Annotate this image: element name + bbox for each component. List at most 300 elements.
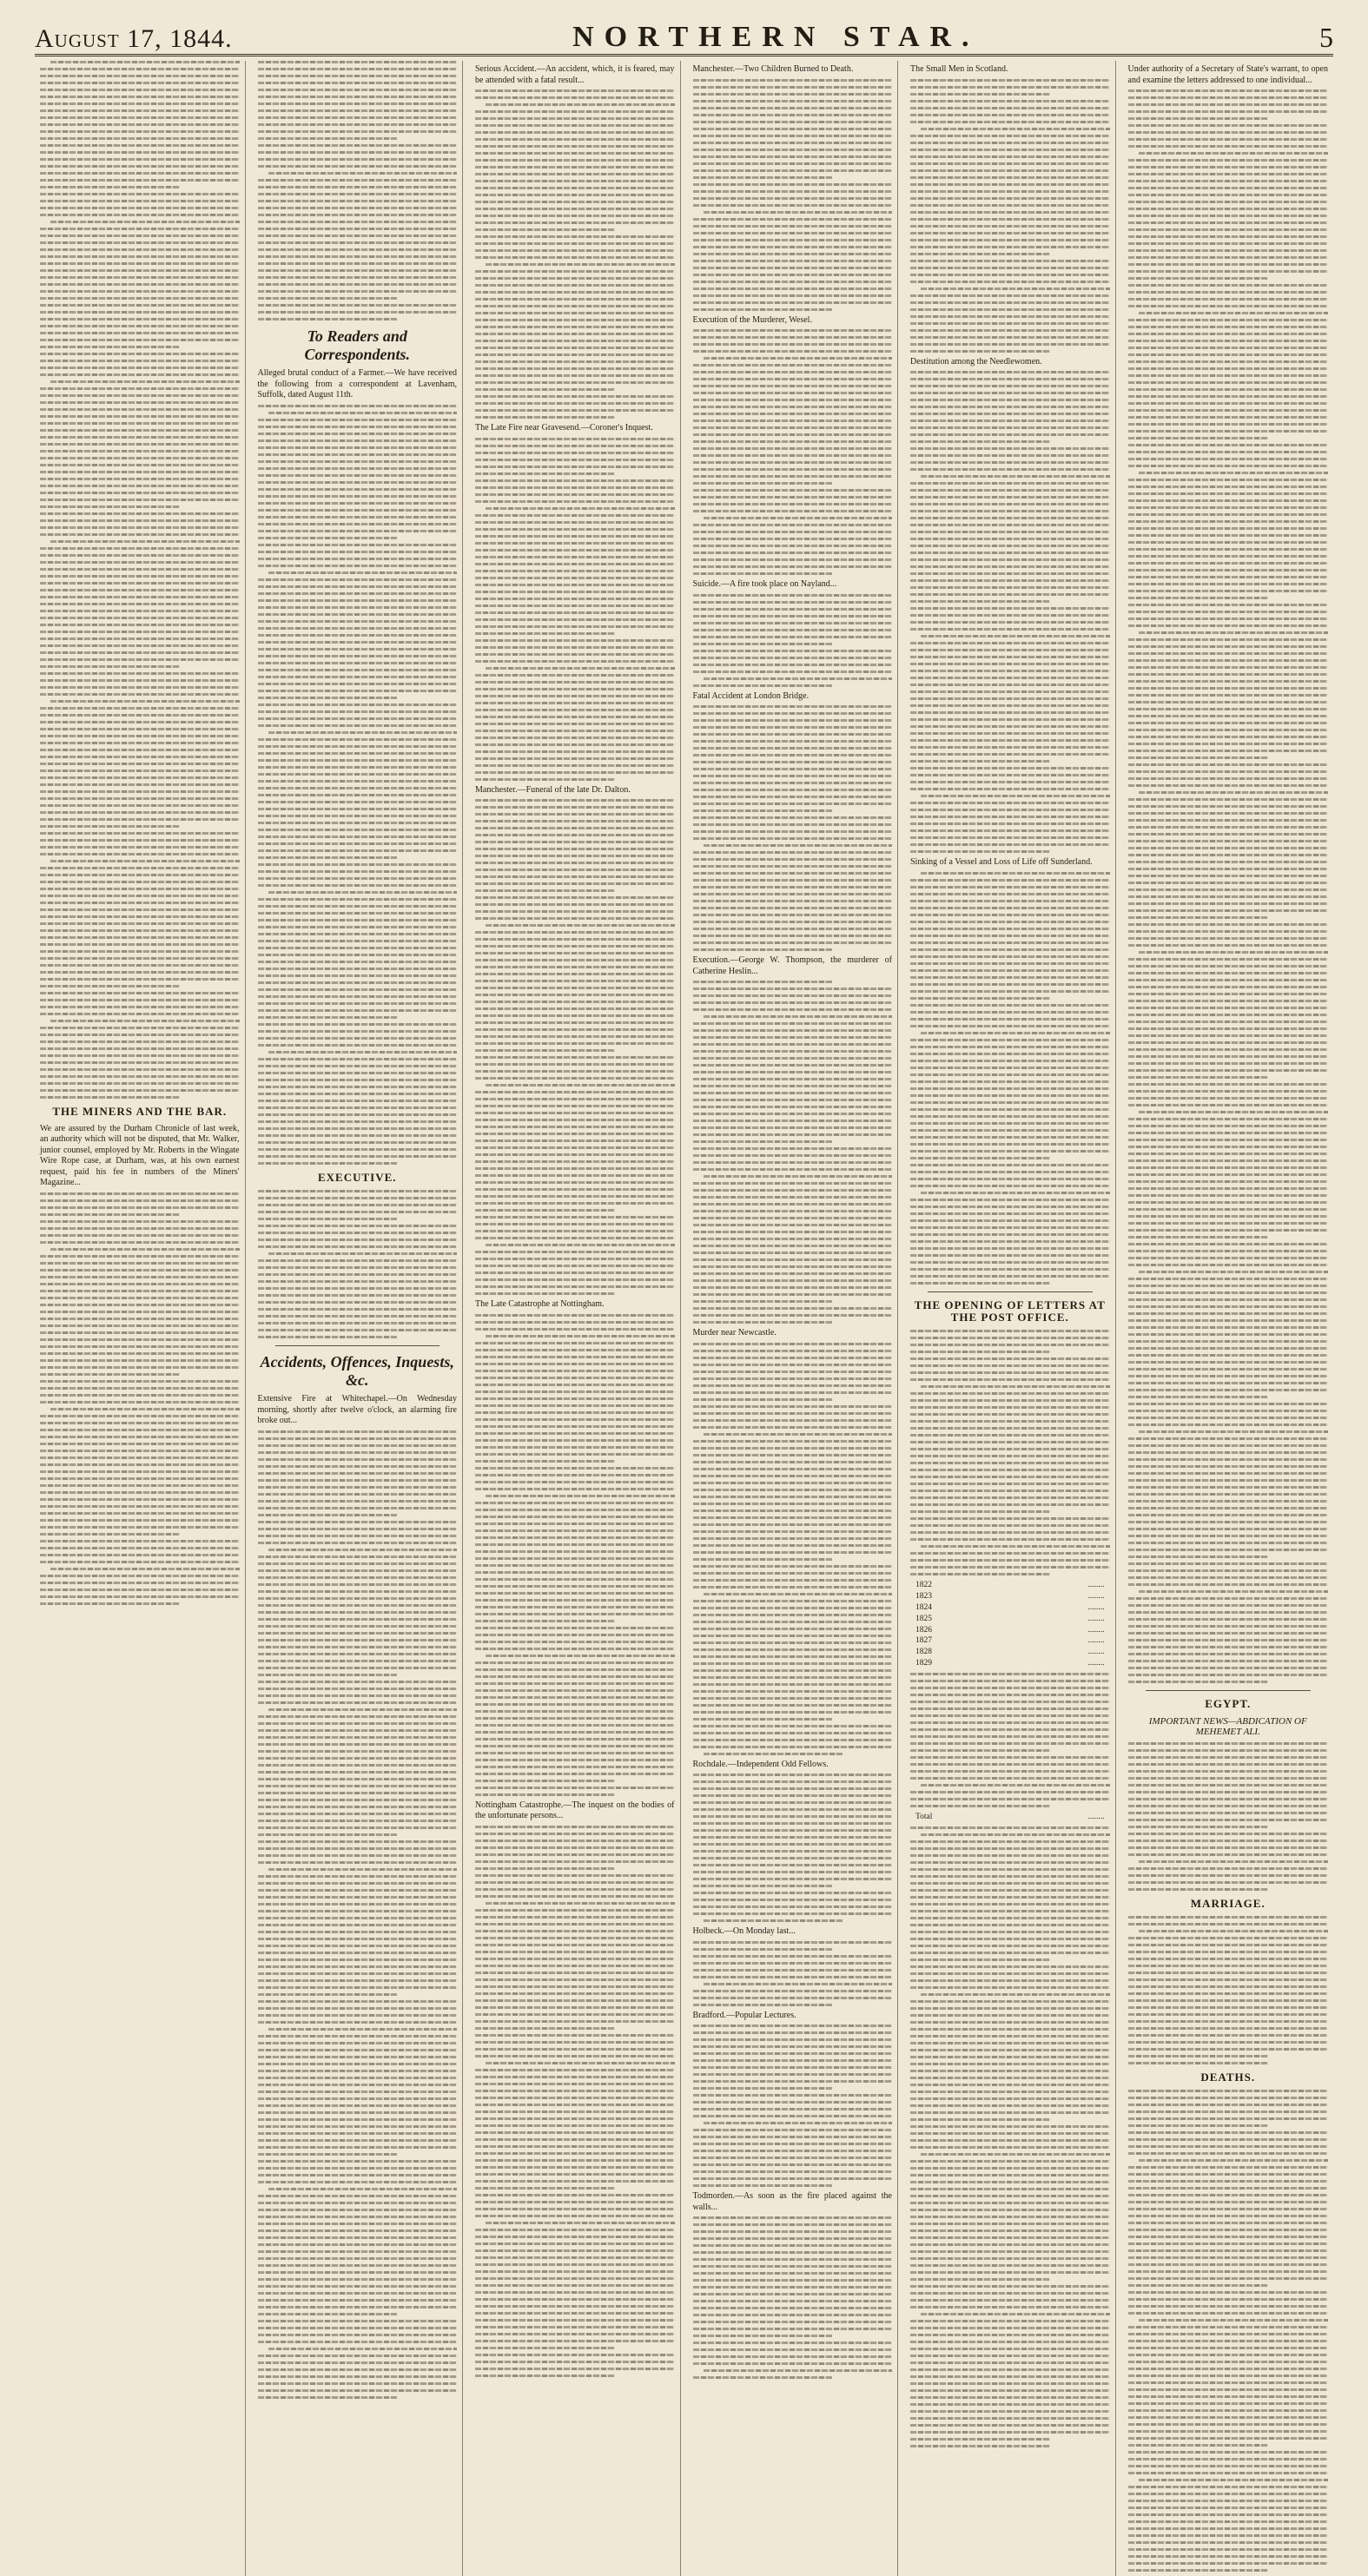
- text-line: [475, 702, 675, 704]
- text-line: [693, 879, 893, 882]
- text-line: [1128, 645, 1329, 648]
- text-line: [910, 1199, 1110, 1201]
- text-line: [40, 1477, 240, 1480]
- text-line: [40, 1089, 240, 1092]
- text-line: [910, 2160, 1110, 2163]
- text-line: [1128, 958, 1329, 961]
- text-line: [475, 1285, 675, 1288]
- text-line: [1128, 763, 1329, 766]
- text-line: [1128, 1472, 1329, 1475]
- text-line: [475, 1439, 675, 1442]
- text-line: [910, 2111, 1110, 2114]
- text-line: [258, 884, 458, 887]
- text-line: [40, 123, 240, 126]
- text-line: [1128, 1881, 1329, 1884]
- text-line: [1128, 2180, 1329, 2183]
- text-line: [1128, 2312, 1329, 2315]
- text-line: [910, 948, 1110, 951]
- text-line: [475, 2277, 675, 2280]
- text-line: [258, 1329, 458, 1331]
- text-line: [1128, 638, 1329, 641]
- text-line: [475, 869, 675, 871]
- text-line: [475, 1049, 615, 1052]
- text-line: [1128, 1020, 1329, 1023]
- text-line: [693, 475, 893, 478]
- text-line: [693, 782, 893, 784]
- text-line: [693, 2177, 893, 2180]
- text-line: [1128, 96, 1329, 99]
- text-line: [258, 1903, 458, 1906]
- text-line: [475, 256, 675, 259]
- text-line: [1128, 221, 1329, 224]
- text-line: [475, 1453, 675, 1456]
- text-line: [40, 443, 240, 446]
- text-line: [1128, 2173, 1329, 2176]
- text-line: [475, 910, 675, 913]
- text-line: [704, 1919, 843, 1922]
- text-line: [40, 1061, 240, 1064]
- text-line: [693, 1955, 893, 1958]
- text-line: [475, 1840, 675, 1842]
- text-line: [1128, 1153, 1329, 1155]
- text-line: [910, 454, 1110, 457]
- text-line: [693, 761, 893, 763]
- text-line: [258, 1009, 458, 1012]
- text-line: [40, 686, 240, 689]
- text-line: [475, 1585, 675, 1588]
- article-excerpt: Murder near Newcastle.: [692, 1328, 777, 1338]
- text-line: [693, 1092, 893, 1094]
- text-line: [1128, 465, 1329, 467]
- text-line: [921, 1545, 1110, 1548]
- text-line: [1128, 2375, 1329, 2377]
- text-line: [693, 1064, 893, 1067]
- text-line: [40, 1047, 240, 1050]
- text-line: [921, 475, 1110, 478]
- text-line: [1128, 875, 1329, 877]
- text-line: [1128, 103, 1329, 106]
- text-line: [475, 1133, 675, 1135]
- text-line: [1128, 534, 1329, 537]
- text-line: [475, 1007, 675, 1010]
- column-6: [1123, 61, 1334, 2576]
- text-line: [50, 61, 240, 63]
- text-line: [475, 2020, 675, 2023]
- text-line: [475, 1195, 675, 1198]
- text-line: [693, 343, 893, 346]
- text-line: [1128, 2555, 1329, 2558]
- text-line: [1128, 2236, 1329, 2238]
- text-line: [258, 1965, 458, 1968]
- text-line: [258, 2334, 458, 2336]
- text-line: [693, 552, 893, 554]
- text-line: [1128, 1410, 1329, 1412]
- text-line: [1128, 1201, 1329, 1204]
- text-line: [475, 1167, 675, 1170]
- text-line: [910, 2389, 1110, 2392]
- issue-date: August 17, 1844.: [35, 24, 233, 53]
- text-line: [475, 1543, 675, 1546]
- text-line: [258, 2341, 458, 2343]
- text-line: [693, 336, 893, 339]
- text-line: [1128, 145, 1329, 148]
- article-excerpt: Destitution among the Needlewomen.: [910, 356, 1042, 367]
- text-line: [258, 947, 458, 949]
- text-line: [475, 438, 675, 440]
- text-line: [258, 530, 458, 532]
- text-line: [910, 1406, 1110, 1409]
- text-line: [1128, 2409, 1329, 2412]
- text-line: [475, 117, 675, 120]
- text-line: [1128, 1826, 1268, 1828]
- text-line: [258, 745, 458, 748]
- text-line: [693, 169, 893, 172]
- text-line: [1128, 2201, 1329, 2203]
- text-line: [40, 311, 240, 314]
- text-line: [40, 853, 240, 855]
- section-heading-miners-bar: THE MINERS AND THE BAR.: [52, 1105, 228, 1118]
- text-line: [475, 1867, 615, 1870]
- text-line: [910, 2174, 1110, 2176]
- text-line: [258, 2223, 458, 2225]
- text-line: [258, 262, 458, 265]
- text-line: [693, 489, 893, 492]
- text-line: [258, 2035, 458, 2038]
- text-line: [258, 1315, 458, 1318]
- text-line: [910, 1958, 1050, 1961]
- text-line: [40, 75, 240, 77]
- text-line: [258, 662, 458, 664]
- text-line: [40, 721, 240, 723]
- text-line: [1128, 1923, 1329, 1925]
- text-line: [910, 2070, 1110, 2072]
- text-line: [693, 907, 893, 909]
- article-excerpt: Serious Accident.—An accident, which, it is feared, may be attended with a fatal result...: [475, 64, 675, 85]
- text-line: [475, 563, 675, 565]
- text-line: [40, 978, 240, 981]
- text-line: [258, 2306, 458, 2308]
- text-line: [1128, 1674, 1329, 1676]
- text-line: [910, 1503, 1110, 1506]
- text-line: [258, 974, 458, 977]
- text-line: [258, 863, 458, 866]
- text-line: [1128, 2354, 1329, 2356]
- text-line: [475, 1384, 675, 1386]
- text-line: [910, 816, 1110, 818]
- text-line: [693, 1655, 893, 1658]
- text-line: [1128, 2263, 1329, 2266]
- text-line: [258, 1896, 458, 1899]
- text-line: [693, 287, 893, 290]
- text-line: [704, 1015, 893, 1018]
- text-line: [475, 1063, 675, 1066]
- text-line: [258, 2091, 458, 2093]
- text-line: [693, 1829, 893, 1832]
- text-line: [258, 1604, 458, 1607]
- text-line: [475, 521, 675, 524]
- text-line: [693, 1912, 893, 1915]
- text-line: [693, 1029, 893, 1032]
- text-line: [258, 1979, 458, 1982]
- text-line: [40, 478, 240, 480]
- text-line: [40, 116, 240, 119]
- text-line: [475, 180, 675, 182]
- text-line: [475, 1070, 675, 1073]
- text-line: [40, 1436, 240, 1438]
- text-line: [1128, 1118, 1329, 1120]
- text-line: [693, 1648, 893, 1651]
- subscription-list: [258, 1190, 458, 1338]
- text-line: [910, 1538, 1110, 1541]
- text-line: [258, 207, 458, 209]
- text-line: [258, 481, 458, 484]
- text-line: [910, 1371, 1110, 1374]
- text-line: [1128, 1597, 1329, 1600]
- text-line: [1128, 2110, 1329, 2113]
- text-line: [475, 1634, 675, 1636]
- text-line: [693, 301, 893, 304]
- text-line: [910, 2000, 1110, 2003]
- text-line: [475, 1874, 675, 1877]
- text-line: [40, 1290, 240, 1292]
- text-line: [1128, 541, 1329, 544]
- text-line: [693, 994, 893, 997]
- text-line: [693, 816, 893, 819]
- text-line: [693, 2024, 893, 2027]
- text-line: [475, 138, 675, 141]
- text-line: [258, 919, 458, 921]
- body-text-block: [1128, 1916, 1329, 2064]
- text-line: [1128, 444, 1329, 446]
- text-line: [910, 935, 1110, 937]
- text-line: [486, 1902, 675, 1905]
- text-line: [40, 1192, 240, 1195]
- text-line: [258, 815, 458, 817]
- text-line: [475, 2312, 675, 2315]
- text-line: [258, 1736, 458, 1739]
- text-line: [910, 2292, 1110, 2295]
- warrant-row: 1825 ........: [915, 1614, 1105, 1623]
- text-line: [910, 1742, 1110, 1745]
- text-line: [910, 1749, 1050, 1752]
- text-line: [475, 1446, 675, 1449]
- text-line: [910, 2139, 1110, 2142]
- text-line: [258, 1854, 458, 1857]
- text-line: [475, 570, 675, 572]
- text-line: [693, 1628, 893, 1630]
- text-line: [258, 193, 458, 195]
- text-line: [1128, 1034, 1329, 1037]
- text-line: [258, 1938, 458, 1940]
- text-line: [910, 1046, 1110, 1048]
- text-line: [258, 1148, 458, 1151]
- text-line: [1128, 166, 1329, 168]
- text-line: [910, 2424, 1110, 2427]
- text-line: [486, 1335, 675, 1338]
- text-line: [693, 1641, 893, 1644]
- text-line: [1128, 2347, 1329, 2349]
- text-line: [1128, 1305, 1329, 1308]
- text-line: [258, 1465, 458, 1468]
- text-line: [693, 1454, 893, 1456]
- text-line: [1128, 930, 1329, 933]
- text-line: [258, 710, 458, 713]
- text-line: [910, 2431, 1110, 2434]
- text-line: [258, 1451, 458, 1454]
- text-line: [258, 1701, 458, 1704]
- text-line: [258, 697, 398, 699]
- text-line: [475, 813, 675, 816]
- text-line: [475, 827, 675, 829]
- text-line: [40, 1505, 240, 1508]
- text-line: [1128, 590, 1329, 592]
- text-line: [1128, 298, 1329, 301]
- text-line: [693, 1307, 893, 1310]
- text-line: [693, 1523, 893, 1526]
- text-line: [693, 128, 893, 130]
- text-line: [1128, 430, 1329, 433]
- text-line: [910, 1150, 1110, 1153]
- text-line: [258, 1639, 458, 1641]
- text-line: [40, 589, 240, 591]
- text-line: [910, 900, 1110, 902]
- text-line: [693, 928, 893, 930]
- text-line: [475, 131, 675, 134]
- text-line: [910, 176, 1110, 179]
- text-line: [475, 1606, 675, 1608]
- text-line: [258, 1674, 398, 1676]
- text-line: [910, 260, 1110, 262]
- text-line: [258, 116, 458, 119]
- text-line: [475, 542, 675, 545]
- text-line: [1128, 2340, 1329, 2342]
- text-line: [693, 948, 833, 951]
- text-line: [910, 955, 1110, 958]
- text-line: [40, 290, 240, 293]
- text-line: [693, 1746, 893, 1748]
- text-line: [40, 234, 240, 237]
- text-line: [1128, 937, 1329, 940]
- text-line: [693, 2293, 893, 2295]
- text-line: [475, 242, 675, 245]
- text-line: [258, 426, 458, 428]
- text-line: [475, 848, 675, 850]
- text-line: [475, 1425, 675, 1428]
- text-line: [910, 1247, 1110, 1250]
- text-line: [40, 1533, 180, 1536]
- text-line: [475, 799, 675, 802]
- body-text-block: [40, 61, 240, 1099]
- text-line: [40, 749, 240, 751]
- text-line: [910, 1826, 1110, 1829]
- text-line: [910, 440, 1050, 443]
- text-line: [693, 1997, 893, 1999]
- text-line: [910, 2341, 1110, 2343]
- text-line: [693, 1224, 893, 1226]
- text-line: [475, 987, 675, 989]
- text-line: [40, 1575, 240, 1577]
- text-line: [693, 1147, 893, 1150]
- text-line: [475, 2340, 675, 2342]
- text-line: [475, 549, 675, 552]
- text-line: [910, 1441, 1110, 1443]
- text-line: [475, 1481, 675, 1483]
- text-line: [1128, 506, 1329, 509]
- text-line: [486, 667, 675, 670]
- text-line: [1128, 2444, 1268, 2447]
- text-line: [258, 1245, 458, 1248]
- text-line: [693, 2279, 893, 2282]
- text-line: [475, 2104, 675, 2106]
- text-line: [910, 1903, 1110, 1906]
- warrant-row: 1824 ........: [915, 1603, 1105, 1612]
- text-line: [258, 255, 458, 258]
- text-line: [921, 1993, 1110, 1996]
- text-line: [910, 1524, 1110, 1527]
- text-line: [1128, 548, 1329, 551]
- text-line: [693, 830, 893, 833]
- text-line: [1128, 2097, 1329, 2099]
- text-line: [910, 1212, 1110, 1215]
- text-line: [910, 1770, 1110, 1773]
- text-line: [258, 1833, 398, 1836]
- text-line: [1128, 1632, 1329, 1635]
- text-line: [910, 614, 1110, 617]
- text-line: [40, 950, 240, 953]
- text-line: [1128, 701, 1329, 703]
- text-line: [258, 822, 458, 824]
- text-line: [258, 1444, 458, 1447]
- text-line: [693, 837, 893, 840]
- text-line: [258, 1093, 458, 1095]
- article-excerpt: Fatal Accident at London Bridge.: [692, 690, 810, 701]
- text-line: [910, 86, 1110, 89]
- text-line: [910, 1694, 1110, 1696]
- text-line: [40, 151, 240, 154]
- text-line: [1128, 944, 1329, 947]
- text-line: [40, 1422, 240, 1424]
- text-line: [693, 601, 893, 604]
- text-line: [268, 1549, 458, 1551]
- text-line: [475, 445, 675, 447]
- text-line: [910, 1240, 1110, 1243]
- text-line: [475, 931, 675, 934]
- text-line: [693, 1113, 893, 1115]
- text-line: [1128, 374, 1329, 377]
- text-line: [40, 1304, 240, 1306]
- text-line: [910, 2396, 1110, 2399]
- text-line: [1128, 159, 1329, 162]
- text-line: [40, 637, 240, 640]
- text-line: [1139, 951, 1329, 954]
- text-line: [910, 1254, 1110, 1257]
- text-line: [475, 1571, 675, 1574]
- text-line: [475, 1328, 675, 1331]
- text-line: [693, 1607, 893, 1609]
- text-line: [475, 1377, 675, 1379]
- text-line: [40, 658, 240, 661]
- text-line: [258, 1472, 458, 1475]
- text-line: [1128, 2326, 1329, 2328]
- text-line: [910, 1489, 1110, 1492]
- text-line: [1128, 1236, 1268, 1238]
- text-line: [258, 68, 458, 70]
- text-line: [40, 1331, 240, 1334]
- text-line: [50, 860, 240, 862]
- text-line: [910, 2306, 1110, 2308]
- text-line: [258, 801, 458, 803]
- text-line: [40, 519, 240, 522]
